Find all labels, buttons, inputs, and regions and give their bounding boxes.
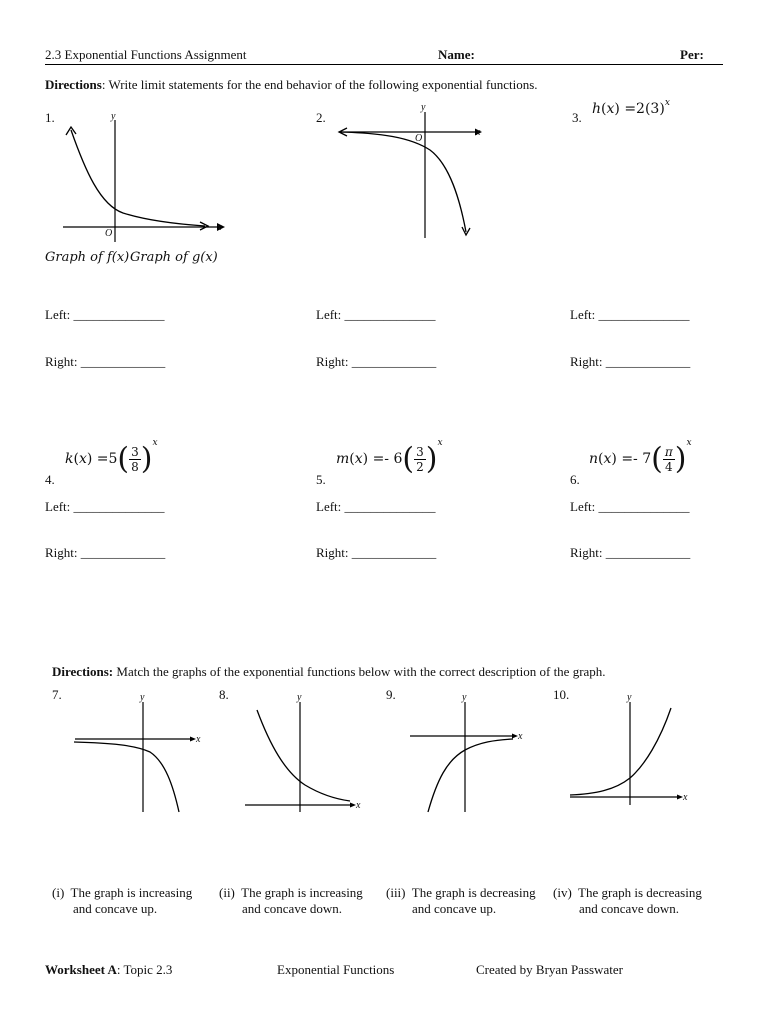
problem-2-number: 2.: [316, 110, 326, 125]
problem-5-right[interactable]: Right: _____________: [316, 545, 437, 560]
problem-6-equation: n(x) =- 7( $\frac{\pi}{4}$ )$^x$: [589, 438, 692, 477]
graph-9: [405, 690, 535, 815]
problem-5-left[interactable]: Left: ______________: [316, 499, 436, 514]
description-iv-num: (iv): [553, 885, 572, 900]
problem-6-exp: x: [686, 438, 692, 448]
graph-7-number: 7.: [52, 687, 62, 702]
graph-10-y-label: y: [627, 692, 632, 703]
graph-10-number: 10.: [553, 687, 570, 702]
directions-1: [45, 77, 538, 93]
graph-2-y-label: y: [421, 102, 426, 113]
graph-8: [240, 690, 370, 815]
problem-4-eq: =5: [96, 451, 118, 467]
footer-topic: : Topic 2.3: [116, 962, 173, 977]
problem-6-func-name: n: [589, 451, 599, 467]
description-ii-line2: and concave down.: [242, 901, 342, 916]
problem-3-equation: $h(x) =2(3)^x$: [592, 98, 670, 117]
description-iii-line1: The graph is decreasing: [411, 885, 536, 900]
problem-3-eq: =2: [624, 101, 645, 117]
graph-1-x-label: x: [217, 222, 222, 233]
graph-9-y-label: y: [462, 692, 467, 703]
description-ii-num: (ii): [219, 885, 235, 900]
graph-8-y-label: y: [297, 692, 302, 703]
graph-8-number: 8.: [219, 687, 229, 702]
problem-5-var: x: [354, 451, 363, 467]
problem-3-func-name: h: [592, 101, 602, 117]
description-i-line1: The graph is increasing: [70, 885, 193, 900]
problem-4-func-name: k: [65, 451, 74, 467]
description-iv-line2: and concave down.: [579, 901, 679, 916]
description-iii: [386, 885, 536, 901]
graph-9-x-label: x: [518, 731, 523, 742]
footer-subject: Exponential Functions: [277, 962, 395, 977]
problem-4-equation: k(x) =5( $\frac{3}{8}$ )$^x$: [65, 438, 158, 477]
problem-5-numerator: 3: [416, 444, 424, 459]
problem-3-left[interactable]: Left: ______________: [570, 307, 690, 322]
problem-3-exp: x: [664, 98, 670, 108]
problem-4-right[interactable]: Right: _____________: [45, 545, 166, 560]
problem-5-exp: x: [437, 438, 443, 448]
description-iii-line2: and concave up.: [412, 901, 497, 916]
graph-2-origin-label: O: [415, 133, 423, 144]
problem-4-denominator: 8: [131, 459, 139, 474]
problem-4-left[interactable]: Left: ______________: [45, 499, 165, 514]
name-label: Name:: [438, 47, 475, 62]
description-iv: [553, 885, 702, 901]
description-ii-line1: The graph is increasing: [241, 885, 363, 900]
description-i-num: (i): [52, 885, 65, 900]
graph-2: [330, 100, 490, 240]
description-i: [52, 885, 192, 901]
graph-1-origin-label: O: [105, 228, 113, 239]
graph-2-x-label: x: [476, 127, 481, 138]
graph-1-y-label: y: [111, 111, 116, 122]
problem-6-denominator: 4: [665, 459, 673, 474]
problem-6-var: x: [603, 451, 612, 467]
description-ii: [219, 885, 363, 901]
problem-4-exp: x: [152, 438, 158, 448]
graph-8-x-label: x: [356, 800, 361, 811]
problem-1-right[interactable]: Right: _____________: [45, 354, 166, 369]
description-i-line2: and concave up.: [73, 901, 158, 916]
graph-7-x-label: x: [196, 734, 201, 745]
directions-1-text: : Write limit statements for the end behavior of the following exponential functions.: [101, 77, 538, 92]
directions-1-label: Directions: [45, 77, 102, 92]
problem-1-number: 1.: [45, 110, 55, 125]
problem-2-left[interactable]: Left: ______________: [316, 307, 436, 322]
problem-3-var: x: [606, 101, 615, 117]
problem-5-func-name: m: [336, 451, 350, 467]
footer-worksheet: [45, 962, 172, 978]
description-iv-line1: The graph is decreasing: [578, 885, 702, 900]
header-rule: [45, 64, 723, 65]
graph-7: [70, 690, 210, 815]
problem-3-right[interactable]: Right: _____________: [570, 354, 691, 369]
problem-6-number: 6.: [570, 472, 580, 487]
problem-2-right[interactable]: Right: _____________: [316, 354, 437, 369]
description-iii-num: (iii): [386, 885, 406, 900]
problem-3-base: (3): [644, 101, 665, 117]
directions-2-text: Match the graphs of the exponential functions below with the correct description of the graph.: [113, 664, 606, 679]
problem-3-number: 3.: [572, 110, 582, 125]
worksheet-title: 2.3 Exponential Functions Assignment: [45, 47, 247, 62]
problem-4-numerator: 3: [131, 444, 139, 459]
graph-7-y-label: y: [140, 692, 145, 703]
problem-4-var: x: [78, 451, 87, 467]
directions-2: [52, 664, 606, 680]
problem-1-caption: Graph of f(x): [45, 250, 130, 265]
problem-6-left[interactable]: Left: ______________: [570, 499, 690, 514]
problem-6-right[interactable]: Right: _____________: [570, 545, 691, 560]
problem-5-denominator: 2: [416, 459, 424, 474]
problem-1-left[interactable]: Left: ______________: [45, 307, 165, 322]
graph-10-x-label: x: [683, 792, 688, 803]
graph-10: [565, 690, 695, 815]
problem-5-eq: =- 6: [372, 451, 403, 467]
directions-2-label: Directions:: [52, 664, 114, 679]
graph-9-number: 9.: [386, 687, 396, 702]
problem-5-number: 5.: [316, 472, 326, 487]
problem-6-numerator: π: [664, 444, 673, 459]
problem-4-number: 4.: [45, 472, 55, 487]
problem-5-equation: m(x) =- 6( $\frac{3}{2}$ )$^x$: [336, 438, 443, 477]
graph-1: [55, 110, 230, 245]
problem-2-caption: Graph of g(x): [130, 250, 218, 265]
problem-6-eq: =- 7: [621, 451, 652, 467]
footer-credit: Created by Bryan Passwater: [476, 962, 623, 977]
per-label: Per:: [680, 47, 704, 62]
footer-label: Worksheet A: [45, 962, 117, 977]
